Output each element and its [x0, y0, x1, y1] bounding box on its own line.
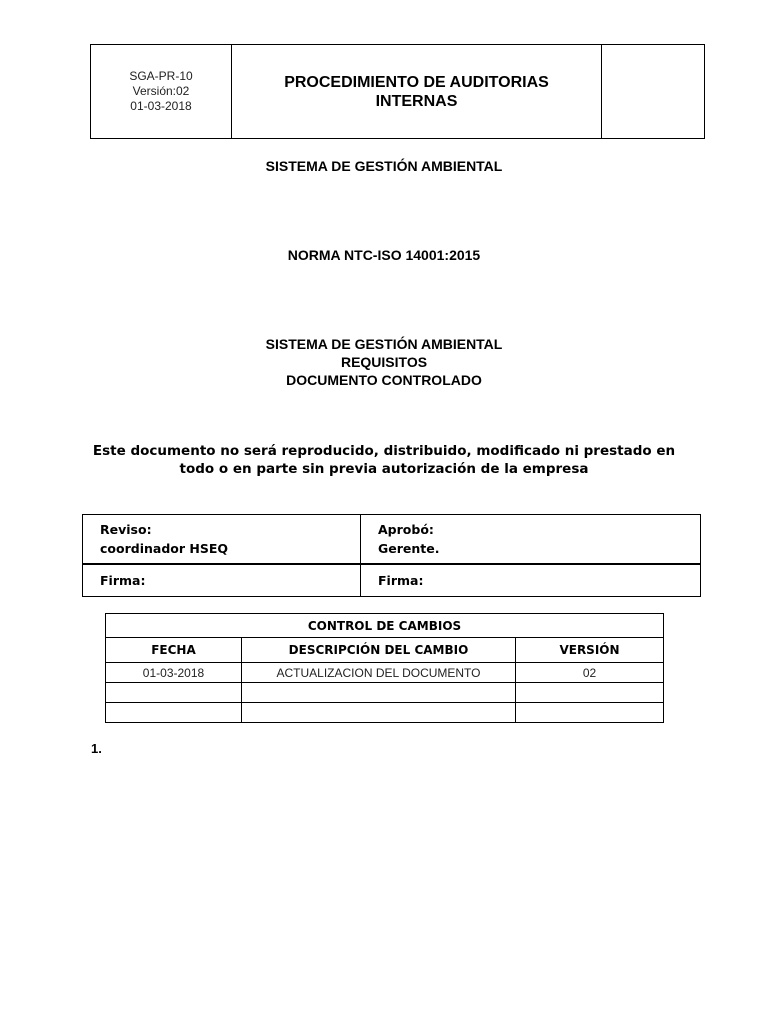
column-header-version: VERSIÓN — [516, 638, 664, 663]
cell-date: 01-03-2018 — [106, 663, 242, 683]
table-row-empty — [106, 703, 664, 723]
norm-heading: NORMA NTC-ISO 14001:2015 — [287, 247, 481, 263]
document-version: Versión:02 — [132, 84, 190, 98]
empty-cell — [106, 703, 242, 723]
signature-left: Firma: — [83, 564, 361, 597]
signature-row — [83, 564, 701, 597]
document-code: SGA-PR-10 — [129, 69, 193, 83]
requirements-line1: SISTEMA DE GESTIÓN AMBIENTAL — [265, 336, 503, 352]
change-control-header — [106, 638, 664, 663]
signature-right: Firma: — [361, 564, 701, 597]
empty-cell — [242, 703, 516, 723]
document-header — [90, 44, 705, 139]
document-title-line1: PROCEDIMIENTO DE AUDITORIAS — [284, 73, 549, 91]
reviewed-cell — [83, 515, 361, 565]
reviewed-label: Reviso: — [100, 522, 152, 537]
column-header-description: DESCRIPCIÓN DEL CAMBIO — [242, 638, 516, 663]
signature-table — [82, 514, 701, 597]
empty-cell — [516, 703, 664, 723]
logo-cell — [602, 45, 704, 138]
document-title-cell — [232, 45, 602, 138]
list-number: 1. — [91, 741, 102, 756]
requirements-block — [0, 335, 768, 389]
column-header-date: FECHA — [106, 638, 242, 663]
approved-by: Gerente. — [378, 541, 440, 556]
approval-row — [83, 515, 701, 565]
change-control-table — [105, 613, 664, 723]
notice-line1: Este documento no será reproducido, distribuido, modificado ni prestado en — [92, 443, 676, 459]
system-heading: SISTEMA DE GESTIÓN AMBIENTAL — [265, 158, 503, 174]
document-date: 01-03-2018 — [130, 99, 192, 113]
requirements-line3: DOCUMENTO CONTROLADO — [286, 372, 482, 388]
empty-cell — [242, 683, 516, 703]
table-row — [106, 663, 664, 683]
document-code-cell — [91, 45, 232, 138]
requirements-line2: REQUISITOS — [340, 354, 428, 370]
empty-cell — [516, 683, 664, 703]
empty-cell — [106, 683, 242, 703]
cell-description: ACTUALIZACION DEL DOCUMENTO — [242, 663, 516, 683]
document-title-line2: INTERNAS — [375, 92, 458, 110]
notice-line2: todo o en parte sin previa autorización de la empresa — [179, 461, 589, 477]
approved-cell — [361, 515, 701, 565]
reviewed-by: coordinador HSEQ — [100, 541, 228, 556]
reproduction-notice — [60, 442, 708, 478]
approved-label: Aprobó: — [378, 522, 434, 537]
cell-version: 02 — [516, 663, 664, 683]
table-row-empty — [106, 683, 664, 703]
change-control-title: CONTROL DE CAMBIOS — [106, 614, 664, 638]
